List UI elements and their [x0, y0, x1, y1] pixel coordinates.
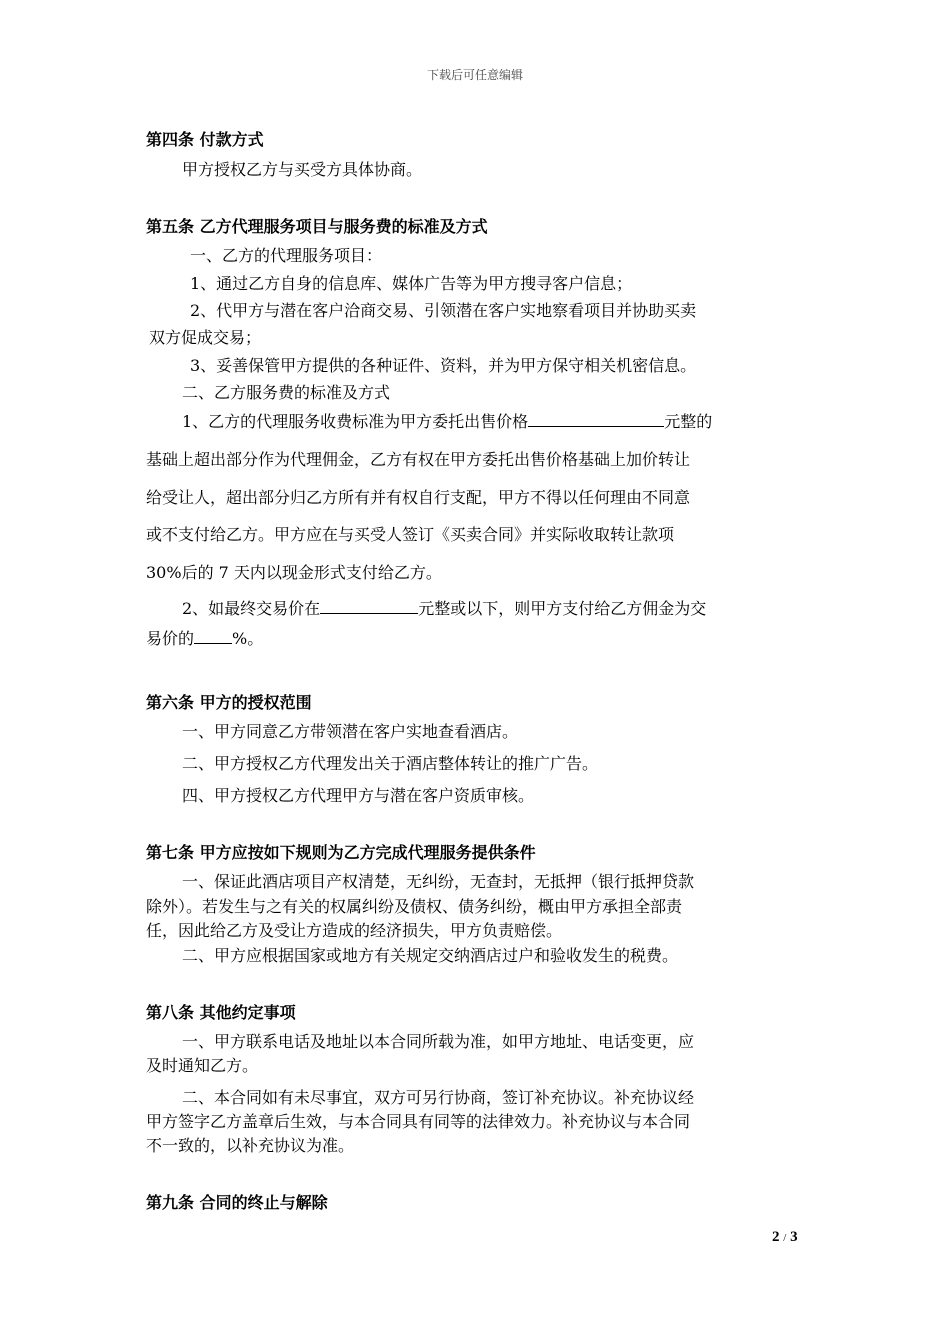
page-header: 下载后可任意编辑: [426, 68, 523, 82]
article-7-line-2: 除外）。若发生与之有关的权属纠纷及债权、债务纠纷，概由甲方承担全部责: [146, 897, 683, 916]
article-5-title: 第五条 乙方代理服务项目与服务费的标准及方式: [146, 217, 488, 236]
article-5-line-5: 3、妥善保管甲方提供的各种证件、资料，并为甲方保守相关机密信息。: [190, 356, 697, 375]
article-7-line-3: 任，因此给乙方及受让方造成的经济损失，甲方负责赔偿。: [146, 921, 563, 940]
article-4-line-1: 甲方授权乙方与买受方具体协商。: [182, 160, 423, 179]
article-9-title: 第九条 合同的终止与解除: [146, 1193, 328, 1212]
article-8-line-2: 及时通知乙方。: [146, 1056, 259, 1075]
article-6-line-2: 二、甲方授权乙方代理发出关于酒店整体转让的推广广告。: [182, 754, 599, 773]
article-5-line-4: 双方促成交易；: [149, 328, 262, 347]
article-4-title: 第四条 付款方式: [146, 130, 264, 149]
article-5-line-6: 二、乙方服务费的标准及方式: [182, 383, 391, 402]
article-5-line-3: 2、代甲方与潜在客户洽商交易、引领潜在客户实地察看项目并协助买卖: [190, 301, 697, 320]
article-6-line-1: 一、甲方同意乙方带领潜在客户实地查看酒店。: [182, 722, 519, 741]
article-5-line-11: 30%后的 7 天内以现金形式支付给乙方。: [146, 563, 442, 582]
article-6-title: 第六条 甲方的授权范围: [146, 693, 312, 712]
article-5-line-8: 基础上超出部分作为代理佣金，乙方有权在甲方委托出售价格基础上加价转让: [146, 450, 691, 469]
article-8-line-4: 甲方签字乙方盖章后生效，与本合同具有同等的法律效力。补充协议与本合同: [146, 1112, 691, 1131]
commission-text: 易价的: [146, 629, 195, 648]
article-5-line-7: [182, 409, 712, 432]
article-5-line-2: 1、通过乙方自身的信息库、媒体广告等为甲方搜寻客户信息；: [190, 274, 633, 293]
final-price-text: 2、如最终交易价在: [182, 599, 321, 618]
article-5-line-10: 或不支付给乙方。甲方应在与买受人签订《买卖合同》并实际收取转让款项: [146, 525, 675, 544]
article-5-line-13: [146, 626, 263, 649]
commission-percent-blank[interactable]: [194, 629, 232, 644]
page-number: [772, 1229, 798, 1246]
article-7-line-4: 二、甲方应根据国家或地方有关规定交纳酒店过户和验收发生的税费。: [182, 946, 679, 965]
page-current: 2: [772, 1229, 780, 1245]
article-5-line-9: 给受让人，超出部分归乙方所有并有权自行支配，甲方不得以任何理由不同意: [146, 488, 691, 507]
article-6-line-3: 四、甲方授权乙方代理甲方与潜在客户资质审核。: [182, 786, 535, 805]
article-5-line-12: [182, 596, 706, 619]
article-8-line-5: 不一致的，以补充协议为准。: [146, 1136, 355, 1155]
sale-price-blank[interactable]: [528, 412, 664, 427]
article-8-line-1: 一、甲方联系电话及地址以本合同所载为准，如甲方地址、电话变更，应: [182, 1032, 695, 1051]
page-separator: /: [783, 1232, 787, 1244]
article-8-title: 第八条 其他约定事项: [146, 1003, 296, 1022]
fee-standard-text: 1、乙方的代理服务收费标准为甲方委托出售价格: [182, 412, 529, 431]
final-price-blank[interactable]: [320, 599, 418, 614]
article-5-line-1: 一、乙方的代理服务项目：: [190, 246, 383, 265]
article-7-line-1: 一、保证此酒店项目产权清楚，无纠纷，无查封，无抵押（银行抵押贷款: [182, 872, 695, 891]
page-total: 3: [790, 1229, 798, 1245]
fee-standard-unit: 元整的: [664, 412, 713, 431]
final-price-rest: 元整或以下，则甲方支付给乙方佣金为交: [418, 599, 707, 618]
article-8-line-3: 二、本合同如有未尽事宜，双方可另行协商，签订补充协议。补充协议经: [182, 1088, 695, 1107]
commission-unit: %。: [232, 629, 264, 648]
article-7-title: 第七条 甲方应按如下规则为乙方完成代理服务提供条件: [146, 843, 536, 862]
